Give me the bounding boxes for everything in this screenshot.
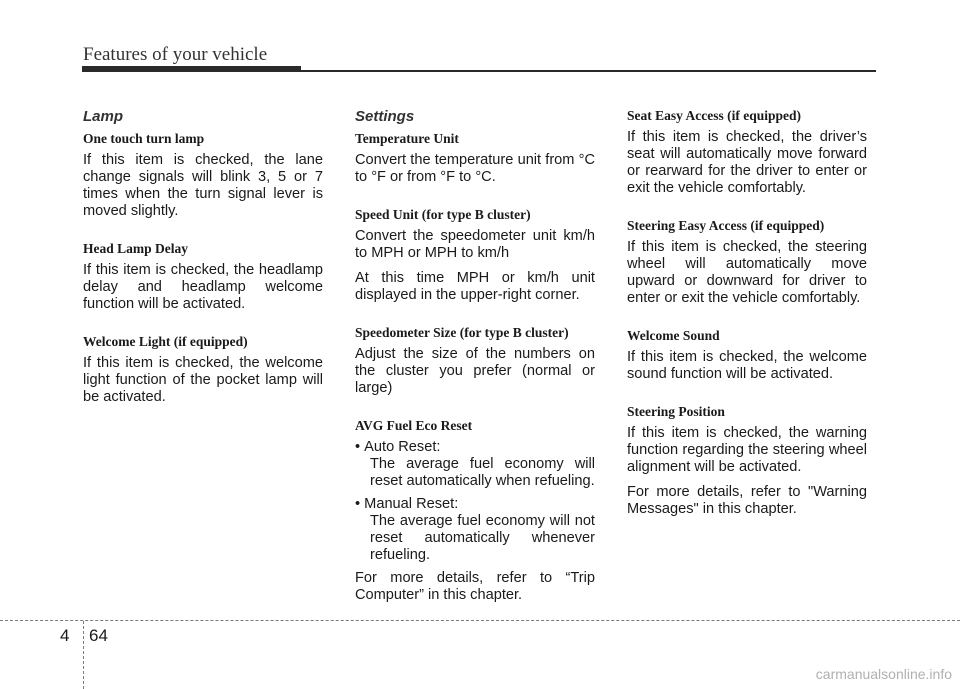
footer-divider <box>0 620 960 621</box>
text-speed-unit: Convert the speedometer unit km/h to MPH or MPH to km/h <box>355 228 595 261</box>
list-item <box>355 496 595 564</box>
text-welcome-light: If this item is checked, the welcome light function of the pocket lamp will be activated. <box>83 355 323 405</box>
bullet-label-auto-reset: • Auto Reset: <box>355 439 440 455</box>
bullet-desc-manual-reset: The average fuel economy will not reset automatically whenever refueling. <box>370 513 595 563</box>
text-temperature-unit: Convert the temperature unit from °C to °F or from °F to °C. <box>355 152 595 185</box>
section-title-lamp: Lamp <box>83 108 124 125</box>
footer-vertical-divider <box>83 621 84 689</box>
page-number: 64 <box>89 626 108 645</box>
heading-avg-fuel-eco-reset: AVG Fuel Eco Reset <box>355 418 473 433</box>
avg-reset-list <box>355 439 595 564</box>
heading-seat-easy-access: Seat Easy Access (if equipped) <box>627 108 802 123</box>
heading-head-lamp-delay: Head Lamp Delay <box>83 241 189 256</box>
text-steering-easy-access: If this item is checked, the steering wheel will automatically move upward or downward for driver to enter or exit the vehicle comfortably. <box>627 239 867 306</box>
heading-speedometer-size: Speedometer Size (for type B cluster) <box>355 325 569 340</box>
page-header-title: Features of your vehicle <box>83 44 268 65</box>
text-speed-unit-display: At this time MPH or km/h unit displayed in the upper-right corner. <box>355 270 595 303</box>
text-trip-computer-reference: For more details, refer to “Trip Computer” in this chapter. <box>355 570 595 603</box>
column-settings <box>355 108 595 612</box>
text-one-touch-turn-lamp: If this item is checked, the lane change signals will blink 3, 5 or 7 times when the turn signal lever is moved slightly. <box>83 152 323 219</box>
list-item <box>355 439 595 490</box>
heading-steering-position: Steering Position <box>627 404 725 419</box>
header-rule <box>301 70 876 72</box>
text-speedometer-size: Adjust the size of the numbers on the cluster you prefer (normal or large) <box>355 346 595 396</box>
heading-welcome-light: Welcome Light (if equipped) <box>83 334 248 349</box>
bullet-desc-auto-reset: The average fuel economy will reset automatically when refueling. <box>370 456 595 489</box>
heading-one-touch-turn-lamp: One touch turn lamp <box>83 131 205 146</box>
column-access-settings <box>627 108 867 526</box>
column-lamp <box>83 108 323 414</box>
text-steering-position: If this item is checked, the warning function regarding the steering wheel alignment will be activated. <box>627 425 867 475</box>
text-head-lamp-delay: If this item is checked, the headlamp delay and headlamp welcome function will be activated. <box>83 262 323 312</box>
bullet-label-manual-reset: • Manual Reset: <box>355 496 458 512</box>
text-seat-easy-access: If this item is checked, the driver’s seat will automatically move forward or rearward for the driver to enter or exit the vehicle comfortably. <box>627 129 867 196</box>
heading-speed-unit: Speed Unit (for type B cluster) <box>355 207 531 222</box>
section-title-settings: Settings <box>355 108 415 125</box>
header-accent-bar <box>82 66 301 72</box>
heading-welcome-sound: Welcome Sound <box>627 328 720 343</box>
chapter-number: 4 <box>60 626 70 645</box>
text-welcome-sound: If this item is checked, the welcome sound function will be activated. <box>627 349 867 382</box>
text-warning-messages-reference: For more details, refer to "Warning Messages" in this chapter. <box>627 484 867 517</box>
heading-steering-easy-access: Steering Easy Access (if equipped) <box>627 218 825 233</box>
watermark: carmanualsonline.info <box>815 666 952 682</box>
heading-temperature-unit: Temperature Unit <box>355 131 459 146</box>
